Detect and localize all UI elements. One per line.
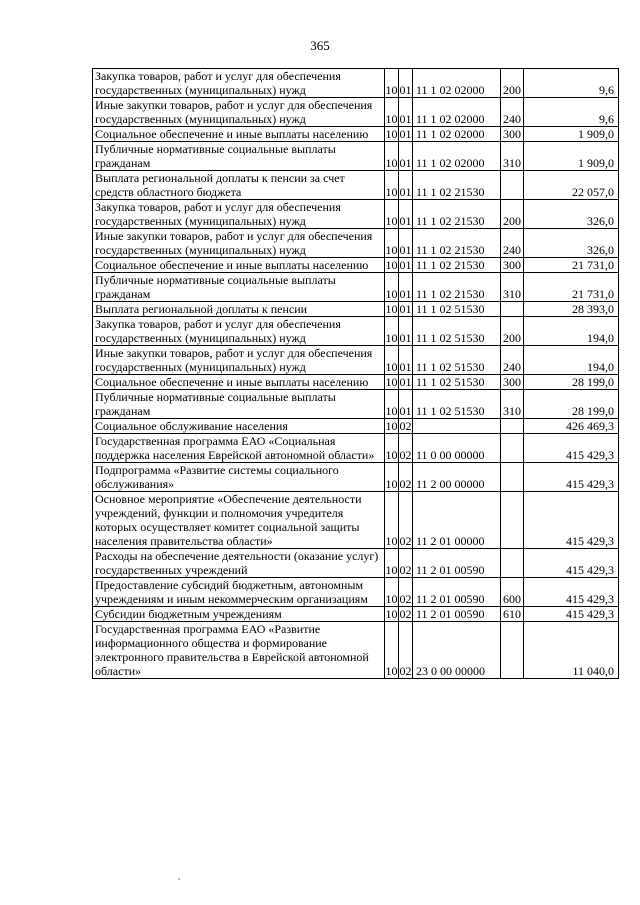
section-code: 10 — [385, 607, 398, 621]
table-row — [93, 346, 619, 375]
row-amount: 326,0 — [524, 200, 619, 229]
section-code: 10 — [385, 258, 398, 272]
subsection-code: 01 — [399, 229, 413, 258]
section-code: 10 — [385, 127, 398, 141]
table-row — [93, 69, 619, 98]
section-code: 10 — [385, 142, 399, 171]
row-name: Иные закупки товаров, работ и услуг для обеспечения государственных (муниципальных) нужд — [93, 346, 385, 375]
row-amount: 415 429,3 — [524, 492, 619, 549]
expense-type-code — [501, 549, 524, 578]
subsection-code: 01 — [399, 273, 413, 302]
table-row — [93, 258, 619, 273]
expense-type-code: 240 — [501, 98, 524, 127]
row-name: Социальное обеспечение и иные выплаты населению — [93, 375, 385, 390]
expense-type-code: 200 — [501, 317, 524, 346]
section-code: 10 — [385, 578, 399, 607]
subsection-code: 01 — [399, 258, 412, 272]
expense-type-code — [501, 434, 524, 463]
subsection-code: 01 — [399, 142, 413, 171]
subsection-code: 01 — [399, 390, 413, 419]
subsection-code: 01 — [399, 69, 413, 98]
table-row — [93, 98, 619, 127]
row-name: Субсидии бюджетным учреждениям — [93, 607, 385, 622]
target-article-code: 11 1 02 21530 — [413, 258, 501, 273]
expense-type-code: 300 — [501, 127, 524, 142]
row-name: Социальное обеспечение и иные выплаты населению — [93, 258, 385, 273]
expense-type-code: 300 — [501, 375, 524, 390]
target-article-code: 11 1 02 51530 — [413, 302, 501, 317]
row-name: Закупка товаров, работ и услуг для обеспечения государственных (муниципальных) нужд — [93, 69, 385, 98]
expense-type-code: 610 — [501, 607, 524, 622]
expense-type-code — [501, 463, 524, 492]
target-article-code: 11 2 01 00590 — [413, 578, 501, 607]
row-name: Иные закупки товаров, работ и услуг для обеспечения государственных (муниципальных) нужд — [93, 98, 385, 127]
target-article-code: 11 1 02 51530 — [413, 390, 501, 419]
subsection-code: 01 — [399, 98, 413, 127]
expense-type-code: 200 — [501, 200, 524, 229]
section-code: 10 — [385, 273, 399, 302]
subsection-code: 02 — [399, 419, 412, 433]
target-article-code: 23 0 00 00000 — [413, 622, 501, 679]
row-amount: 415 429,3 — [524, 434, 619, 463]
expense-type-code — [501, 492, 524, 549]
table-row — [93, 317, 619, 346]
table-row — [93, 171, 619, 200]
subsection-code: 01 — [399, 375, 412, 389]
target-article-code: 11 1 02 51530 — [413, 346, 501, 375]
row-amount: 28 199,0 — [524, 375, 619, 390]
expense-type-code: 240 — [501, 229, 524, 258]
subsection-code: 01 — [399, 127, 412, 141]
expense-type-code: 310 — [501, 142, 524, 171]
target-article-code: 11 1 02 21530 — [413, 229, 501, 258]
expense-type-code — [501, 171, 524, 200]
row-name: Государственная программа ЕАО «Социальная поддержка населения Еврейской автономной области» — [93, 434, 385, 463]
row-name: Подпрограмма «Развитие системы социального обслуживания» — [93, 463, 385, 492]
table-row — [93, 419, 619, 434]
expense-type-code: 300 — [501, 258, 524, 273]
expense-type-code: 240 — [501, 346, 524, 375]
row-amount: 415 429,3 — [524, 578, 619, 607]
row-name: Социальное обеспечение и иные выплаты населению — [93, 127, 385, 142]
row-name: Публичные нормативные социальные выплаты гражданам — [93, 273, 385, 302]
table-row — [93, 549, 619, 578]
target-article-code: 11 1 02 21530 — [413, 273, 501, 302]
subsection-code: 02 — [399, 622, 413, 679]
expense-type-code: 600 — [501, 578, 524, 607]
subsection-code: 02 — [399, 463, 413, 492]
subsection-code: 01 — [399, 346, 413, 375]
table-row — [93, 375, 619, 390]
target-article-code: 11 2 01 00000 — [413, 492, 501, 549]
subsection-code: 02 — [399, 578, 413, 607]
row-amount: 28 393,0 — [524, 302, 619, 317]
target-article-code: 11 2 01 00590 — [413, 549, 501, 578]
row-amount: 426 469,3 — [524, 419, 619, 434]
table-row — [93, 302, 619, 317]
section-code: 10 — [385, 69, 399, 98]
row-name: Публичные нормативные социальные выплаты гражданам — [93, 142, 385, 171]
subsection-code: 01 — [399, 302, 412, 316]
table-row — [93, 463, 619, 492]
subsection-code: 01 — [399, 317, 413, 346]
row-name: Выплата региональной доплаты к пенсии — [93, 302, 385, 317]
target-article-code: 11 0 00 00000 — [413, 434, 501, 463]
target-article-code: 11 1 02 51530 — [413, 375, 501, 390]
row-amount: 11 040,0 — [524, 622, 619, 679]
row-amount: 9,6 — [524, 98, 619, 127]
target-article-code: 11 1 02 02000 — [413, 142, 501, 171]
row-amount: 1 909,0 — [524, 142, 619, 171]
section-code: 10 — [385, 375, 398, 389]
row-amount: 9,6 — [524, 69, 619, 98]
section-code: 10 — [385, 317, 399, 346]
table-row — [93, 492, 619, 549]
section-code: 10 — [385, 302, 398, 316]
budget-table — [92, 68, 619, 679]
row-amount: 22 057,0 — [524, 171, 619, 200]
target-article-code: 11 1 02 21530 — [413, 200, 501, 229]
row-amount: 194,0 — [524, 317, 619, 346]
target-article-code: 11 1 02 21530 — [413, 171, 501, 200]
table-row — [93, 434, 619, 463]
row-amount: 21 731,0 — [524, 273, 619, 302]
row-name: Социальное обслуживание населения — [93, 419, 385, 434]
row-name: Закупка товаров, работ и услуг для обеспечения государственных (муниципальных) нужд — [93, 200, 385, 229]
row-amount: 415 429,3 — [524, 549, 619, 578]
section-code: 10 — [385, 390, 399, 419]
expense-type-code: 310 — [501, 273, 524, 302]
table-row — [93, 142, 619, 171]
section-code: 10 — [385, 549, 399, 578]
section-code: 10 — [385, 346, 399, 375]
subsection-code: 01 — [399, 200, 413, 229]
row-amount: 326,0 — [524, 229, 619, 258]
row-amount: 1 909,0 — [524, 127, 619, 142]
expense-type-code — [501, 419, 524, 434]
section-code: 10 — [385, 229, 399, 258]
expense-type-code — [501, 622, 524, 679]
row-amount: 21 731,0 — [524, 258, 619, 273]
expense-type-code — [501, 302, 524, 317]
target-article-code: 11 2 00 00000 — [413, 463, 501, 492]
subsection-code: 01 — [399, 171, 413, 200]
section-code: 10 — [385, 463, 399, 492]
table-row — [93, 390, 619, 419]
row-name: Выплата региональной доплаты к пенсии за счет средств областного бюджета — [93, 171, 385, 200]
target-article-code: 11 1 02 02000 — [413, 127, 501, 142]
table-row — [93, 229, 619, 258]
row-name: Основное мероприятие «Обеспечение деятельности учреждений, функции и полномочия учредителя которых осуществляет комитет социальной защиты населения правительства области» — [93, 492, 385, 549]
page-number: 365 — [310, 38, 330, 53]
table-row — [93, 273, 619, 302]
section-code: 10 — [385, 434, 399, 463]
target-article-code: 11 2 01 00590 — [413, 607, 501, 622]
target-article-code: 11 1 02 51530 — [413, 317, 501, 346]
section-code: 10 — [385, 98, 399, 127]
row-amount: 415 429,3 — [524, 607, 619, 622]
section-code: 10 — [385, 622, 399, 679]
row-name: Публичные нормативные социальные выплаты гражданам — [93, 390, 385, 419]
row-name: Государственная программа ЕАО «Развитие информационного общества и формирование электронного правительства в Еврейской автономной области» — [93, 622, 385, 679]
section-code: 10 — [385, 171, 399, 200]
target-article-code: 11 1 02 02000 — [413, 69, 501, 98]
scan-speck — [178, 878, 180, 880]
subsection-code: 02 — [399, 492, 413, 549]
row-amount: 194,0 — [524, 346, 619, 375]
table-row — [93, 622, 619, 679]
section-code: 10 — [385, 200, 399, 229]
subsection-code: 02 — [399, 434, 413, 463]
section-code: 10 — [385, 419, 398, 433]
section-code: 10 — [385, 492, 399, 549]
target-article-code — [413, 419, 501, 434]
table-row — [93, 200, 619, 229]
subsection-code: 02 — [399, 549, 413, 578]
expense-type-code: 310 — [501, 390, 524, 419]
table-row — [93, 578, 619, 607]
row-name: Иные закупки товаров, работ и услуг для обеспечения государственных (муниципальных) нужд — [93, 229, 385, 258]
table-row — [93, 127, 619, 142]
table-row — [93, 607, 619, 622]
row-amount: 28 199,0 — [524, 390, 619, 419]
row-name: Расходы на обеспечение деятельности (оказание услуг) государственных учреждений — [93, 549, 385, 578]
row-amount: 415 429,3 — [524, 463, 619, 492]
subsection-code: 02 — [399, 607, 412, 621]
expense-type-code: 200 — [501, 69, 524, 98]
row-name: Закупка товаров, работ и услуг для обеспечения государственных (муниципальных) нужд — [93, 317, 385, 346]
row-name: Предоставление субсидий бюджетным, автономным учреждениям и иным некоммерческим организациям — [93, 578, 385, 607]
target-article-code: 11 1 02 02000 — [413, 98, 501, 127]
